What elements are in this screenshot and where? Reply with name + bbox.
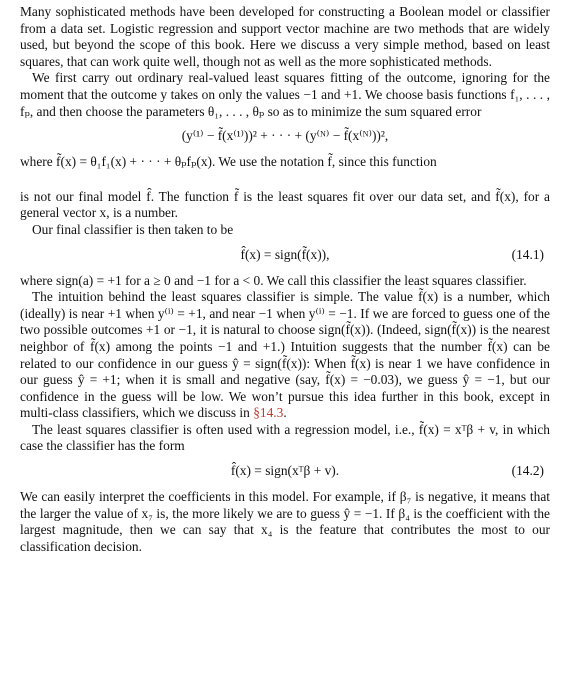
equation-14-2 <box>20 463 550 481</box>
equation-14-2-text: f̂(x) = sign(xᵀβ + v). <box>230 463 340 479</box>
equation-14-1-text: f̂(x) = sign(f̃(x)), <box>240 246 330 262</box>
equation-14-1-number: (14.1) <box>511 246 544 262</box>
paragraph-final-model-note: is not our final model f̂. The function f̃ is the least squares fit over our data set, and f̃(x), for a general vector x, is a number. <box>20 188 550 221</box>
paragraph-intro: Many sophisticated methods have been developed for constructing a Boolean model or classifier from a data set. Logistic regression and support vector machine are two methods that are widely used, but beyond the scope of this book. Here we discuss a very simple method, based on least squares, that can work quite well, though not as well as the more sophisticated methods. <box>20 4 550 69</box>
paragraph-tilde-f-definition: where f̃(x) = θ₁f₁(x) + · · · + θₚfₚ(x). We use the notation f̃, since this function <box>20 154 437 170</box>
section-link-14-3[interactable]: §14.3 <box>253 405 284 421</box>
paragraph-least-squares-fit: We first carry out ordinary real-valued least squares fitting of the outcome, ignoring for the moment that the outcome y takes on only the values −1 and +1. We choose basis functions f₁, . . . , fₚ, and then choose the parameters θ₁, . . . , θₚ so as to minimize the sum squared error <box>20 70 550 119</box>
page-content <box>20 4 550 555</box>
paragraph-sign-definition: where sign(a) = +1 for a ≥ 0 and −1 for a < 0. We call this classifier the least squares classifier. <box>20 272 527 288</box>
equation-sse-text: (y⁽¹⁾ − f̃(x⁽¹⁾))² + · · · + (y⁽ᴺ⁾ − f̃(x⁽ᴺ⁾))², <box>181 128 389 144</box>
paragraph-intuition <box>20 289 550 422</box>
paragraph-interpretation: We can easily interpret the coefficients in this model. For example, if β₇ is negative, it means that the larger the value of x₇ is, the more likely we are to guess ŷ = −1. If β₄ is the coefficient with the largest magnitude, then we can say that x₄ is the feature that contributes the most to our classification decision. <box>20 489 550 554</box>
equation-sum-squared-error <box>20 128 550 146</box>
equation-14-1 <box>20 247 550 265</box>
paragraph-intuition-end: . <box>283 405 287 421</box>
equation-14-2-number: (14.2) <box>511 463 544 479</box>
paragraph-regression-model: The least squares classifier is often used with a regression model, i.e., f̃(x) = xᵀβ + v, in which case the classifier has the form <box>20 421 550 454</box>
paragraph-intuition-text: The intuition behind the least squares classifier is simple. The value f̃(x) is a number, which (ideally) is near +1 when y⁽ⁱ⁾ = +1, and near −1 when y⁽ⁱ⁾ = −1. If we are forced to guess one of the two possible outcomes +1 or −1, it is natural to choose sign(f̃(x)). (Indeed, sign(f̃(x)) is the nearest neighbor of f̃(x) among the points −1 and +1.) Intuition suggests that the number f̃(x) can be related to our confidence in our guess ŷ = sign(f̃(x)): When f̃(x) is near 1 we have confidence in our guess ŷ = +1; when it is small and negative (say, f̃(x) = −0.03), we guess ŷ = −1, but our confidence in the guess will be low. We won’t pursue this idea further in this book, except in multi-class classifiers, which we discuss in <box>20 289 550 421</box>
page-gap <box>20 171 550 189</box>
paragraph-final-classifier: Our final classifier is then taken to be <box>32 221 234 237</box>
